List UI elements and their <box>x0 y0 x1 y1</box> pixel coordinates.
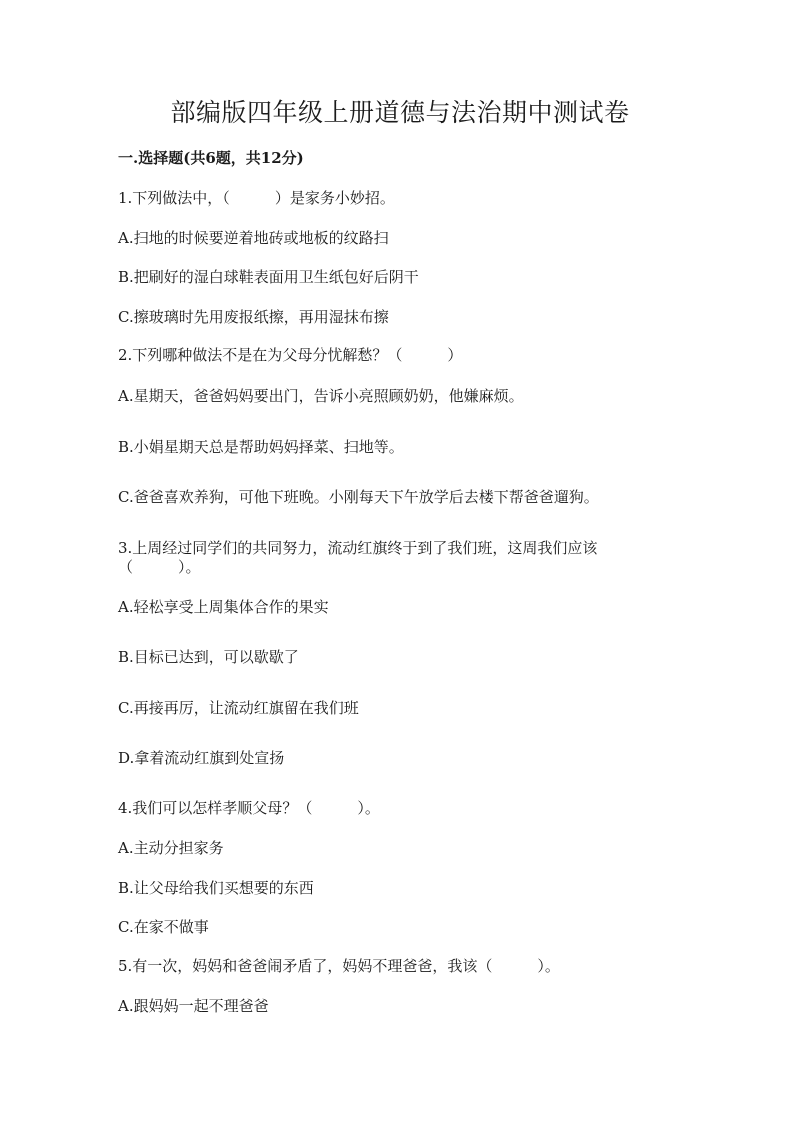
section-heading: 一.选择题(共6题，共12分) <box>118 149 304 167</box>
question-1-stem: 1.下列做法中，（ ）是家务小妙招。 <box>118 189 395 207</box>
question-4-option-b: B.让父母给我们买想要的东西 <box>118 879 314 897</box>
question-2-stem: 2.下列哪种做法不是在为父母分忧解愁？（ ） <box>118 346 463 364</box>
question-4-option-c: C.在家不做事 <box>118 918 209 936</box>
question-3-option-a: A.轻松享受上周集体合作的果实 <box>118 598 329 616</box>
question-4-stem: 4.我们可以怎样孝顺父母？（ ）。 <box>118 799 380 817</box>
question-2-option-b: B.小娟星期天总是帮助妈妈择菜、扫地等。 <box>118 438 404 456</box>
question-2-option-a: A.星期天，爸爸妈妈要出门，告诉小亮照顾奶奶，他嫌麻烦。 <box>118 387 524 405</box>
question-3-option-b: B.目标已达到，可以歇歇了 <box>118 648 299 666</box>
question-3-option-c: C.再接再厉，让流动红旗留在我们班 <box>118 699 359 717</box>
question-1-option-c: C.擦玻璃时先用废报纸擦，再用湿抹布擦 <box>118 308 389 326</box>
question-1-option-b: B.把刷好的湿白球鞋表面用卫生纸包好后阴干 <box>118 268 419 286</box>
question-5-option-a: A.跟妈妈一起不理爸爸 <box>118 997 269 1015</box>
question-3-option-d: D.拿着流动红旗到处宣扬 <box>118 749 285 767</box>
question-3-stem-continued: （ ）。 <box>118 558 201 576</box>
question-4-option-a: A.主动分担家务 <box>118 839 224 857</box>
question-5-stem: 5.有一次，妈妈和爸爸闹矛盾了，妈妈不理爸爸，我该（ ）。 <box>118 957 560 975</box>
question-2-option-c: C.爸爸喜欢养狗，可他下班晚。小刚每天下午放学后去楼下帮爸爸遛狗。 <box>118 488 599 506</box>
question-3-stem: 3.上周经过同学们的共同努力，流动红旗终于到了我们班，这周我们应该 <box>118 539 598 557</box>
question-1-option-a: A.扫地的时候要逆着地砖或地板的纹路扫 <box>118 229 389 247</box>
page-title: 部编版四年级上册道德与法治期中测试卷 <box>170 98 630 127</box>
